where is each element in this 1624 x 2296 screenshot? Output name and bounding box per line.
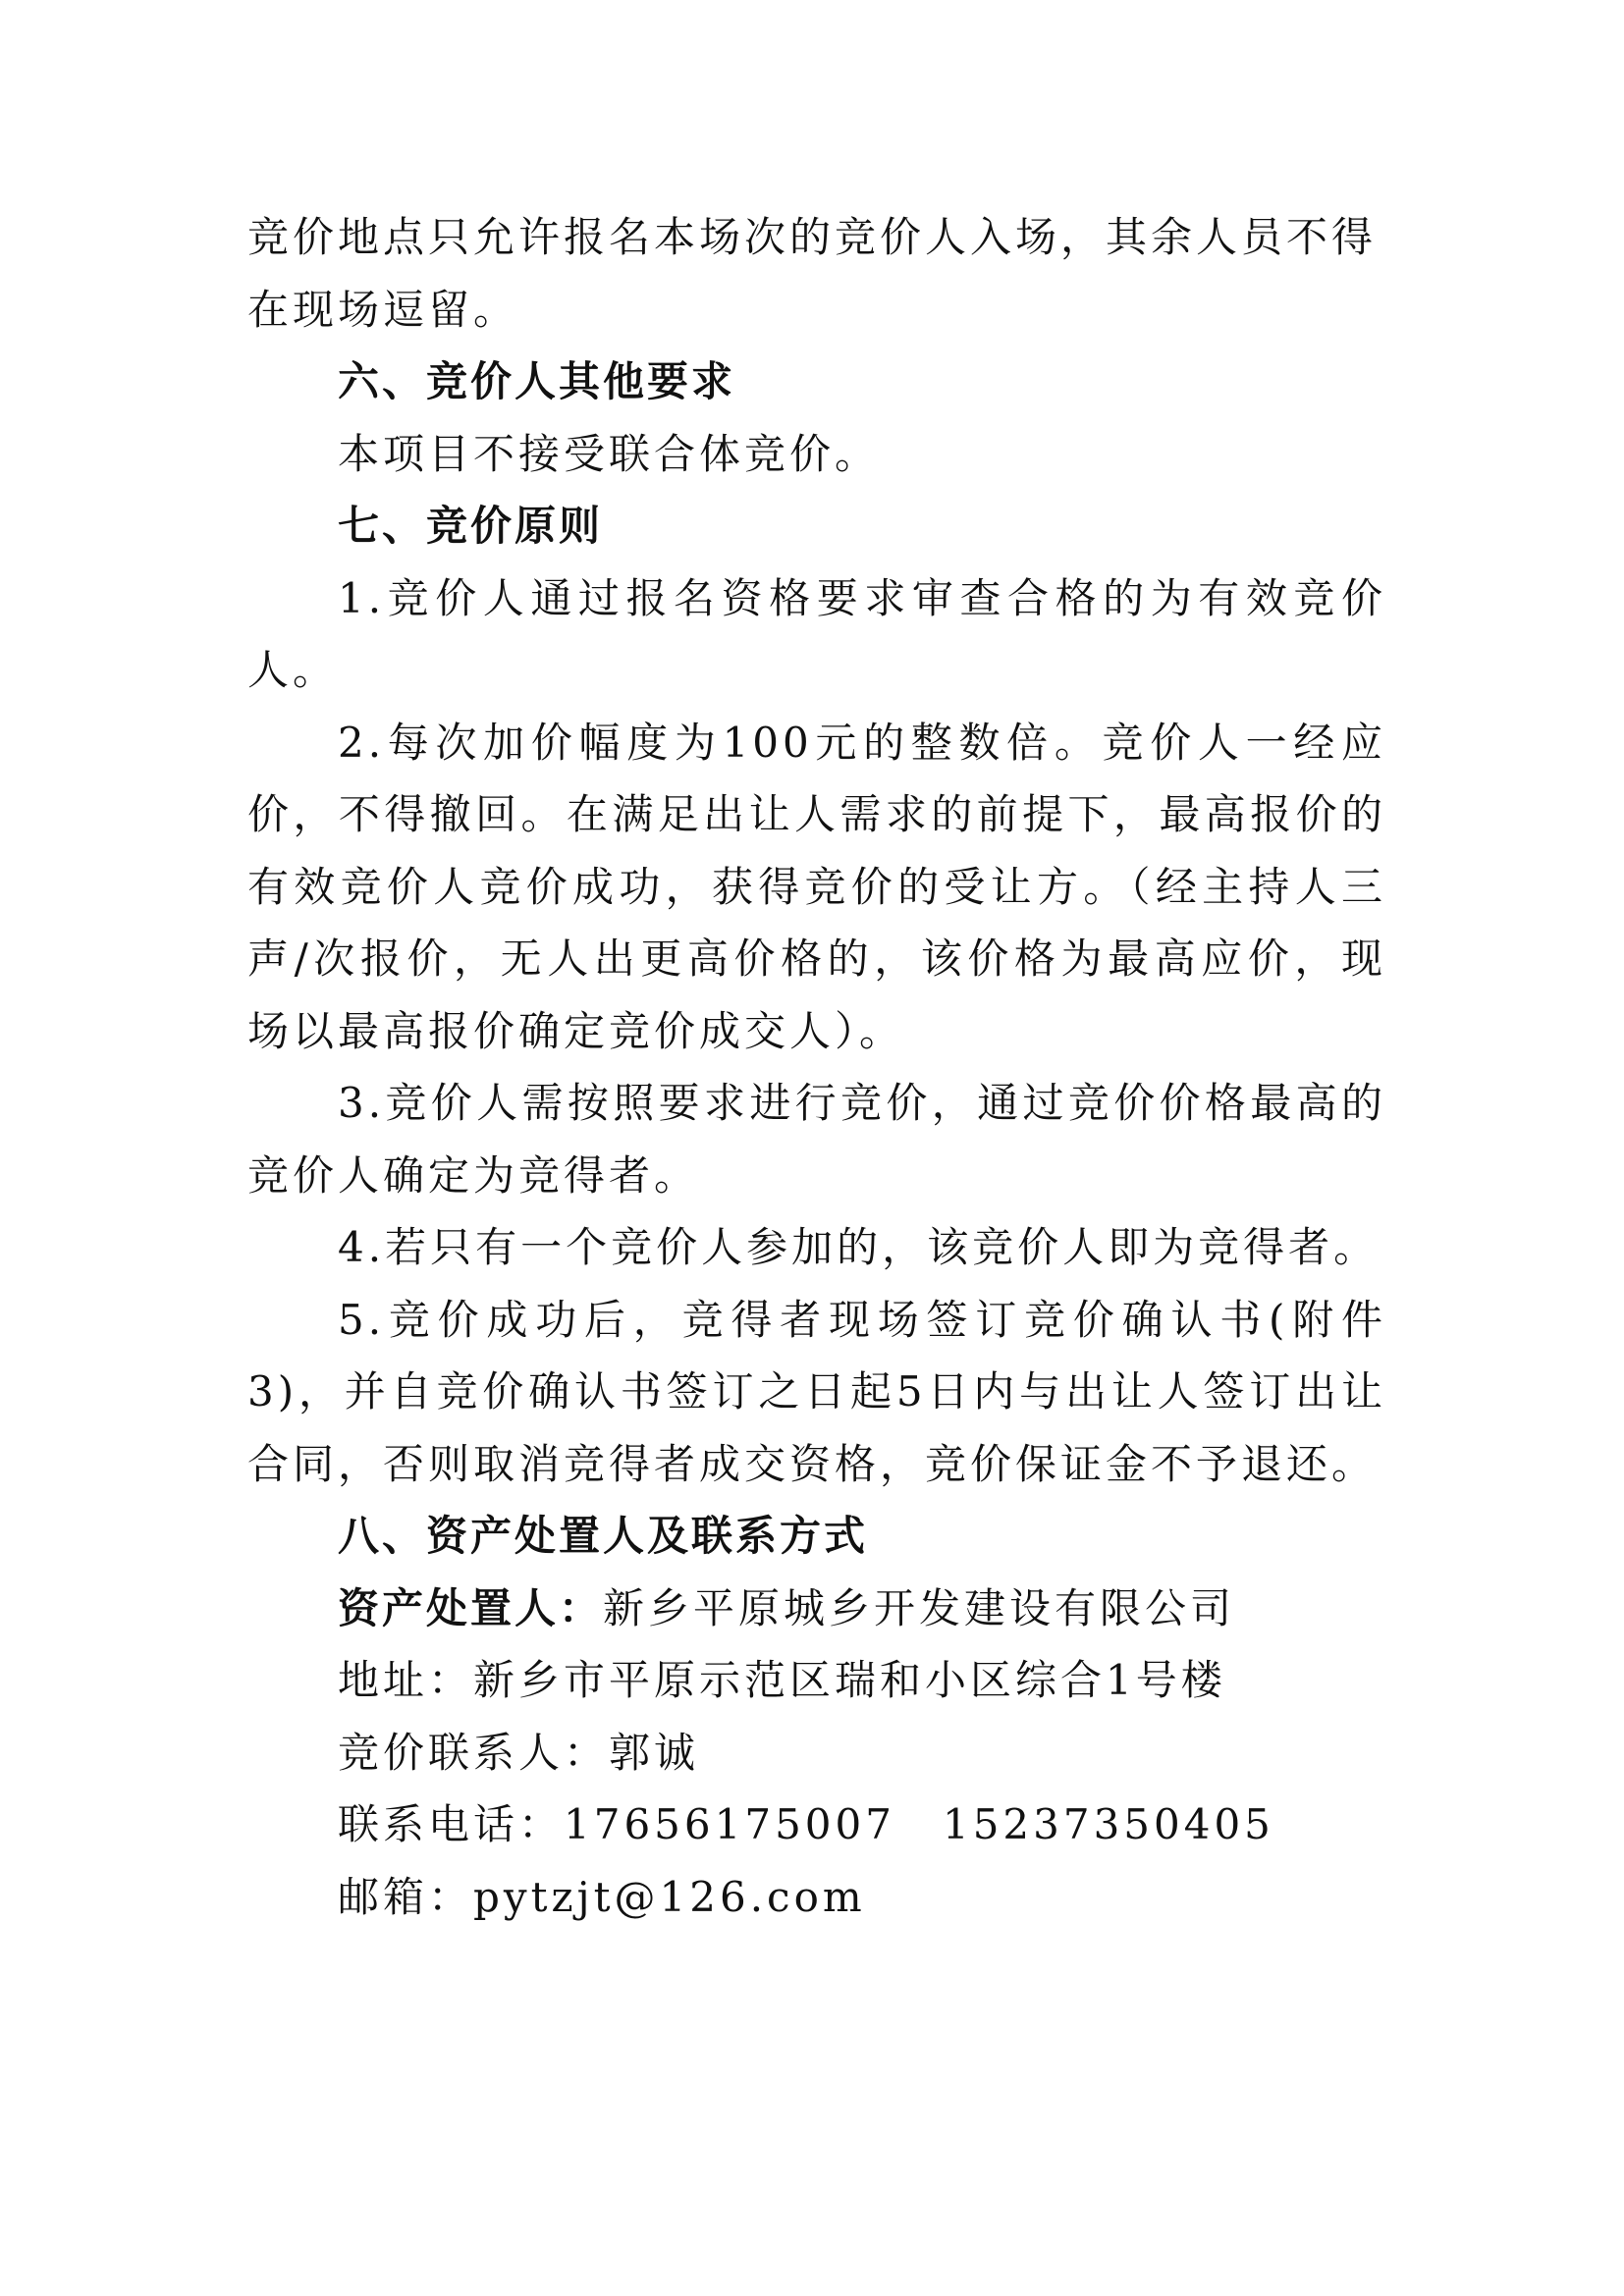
address-value: 新乡市平原示范区瑞和小区综合1号楼: [473, 1656, 1226, 1704]
rule-3: 3.竞价人需按照要求进行竞价，通过竞价价格最高的竞价人确定为竞得者。: [247, 1079, 1386, 1200]
rule-2: 2.每次加价幅度为100元的整数倍。竞价人一经应价，不得撤回。在满足出让人需求的前提下，最高报价的有效竞价人竞价成功，获得竞价的受让方。（经主持人三声/次报价，无人出更高价格的，该价格为最高应价，现场以最高报价确定竞价成交人）。: [247, 718, 1386, 1055]
disposer-label: 资产处置人：: [338, 1583, 604, 1632]
document-page: [247, 201, 1386, 1933]
section-7-heading: 七、竞价原则: [338, 502, 604, 550]
rule-1: 1.竞价人通过报名资格要求审查合格的为有效竞价人。: [247, 573, 1386, 694]
section-8-heading: 八、资产处置人及联系方式: [338, 1512, 869, 1560]
phone-number-1: 17656175007: [564, 1800, 895, 1848]
contact-person-value: 郭诚: [609, 1728, 700, 1777]
email-label: 邮箱：: [338, 1872, 474, 1921]
disposer-line: [247, 1573, 1386, 1645]
section-6-heading: 六、竞价人其他要求: [338, 357, 736, 405]
disposer-value: 新乡平原城乡开发建设有限公司: [603, 1583, 1236, 1632]
email-line: [247, 1861, 1386, 1934]
rule-4: 4.若只有一个竞价人参加的，该竞价人即为竞得者。: [338, 1223, 1380, 1271]
phone-number-2: 15237350405: [942, 1800, 1274, 1848]
intro-line-1: 竞价地点只允许报名本场次的竞价人入场，其余人员不得: [247, 213, 1378, 261]
intro-paragraph: [247, 201, 1386, 346]
section-6-text: 本项目不接受联合体竞价。: [338, 429, 881, 478]
phone-label: 联系电话：: [338, 1800, 565, 1848]
rule-5: 5.竞价成功后，竞得者现场签订竞价确认书(附件3)，并自竞价确认书签订之日起5日内与出让人签订出让合同，否则取消竞得者成交资格，竞价保证金不予退还。: [247, 1295, 1386, 1488]
phone-line: [247, 1789, 1386, 1861]
address-line: [247, 1644, 1386, 1717]
intro-line-2: 在现场逗留。: [247, 285, 519, 334]
address-label: 地址：: [338, 1656, 474, 1704]
contact-person-label: 竞价联系人：: [338, 1728, 610, 1777]
contact-person-line: [247, 1717, 1386, 1789]
email-value: pytzjt@126.com: [473, 1872, 866, 1921]
